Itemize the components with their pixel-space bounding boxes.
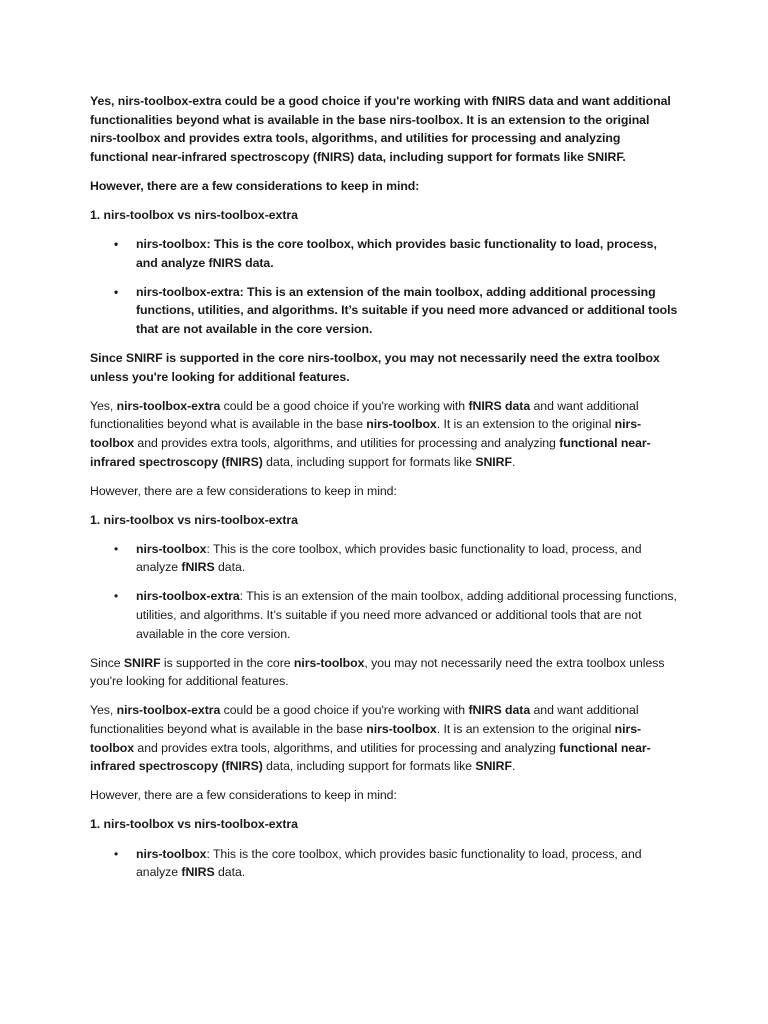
section-bold-repeat — [90, 92, 678, 386]
closing-paragraph: Since SNIRF is supported in the core nirs-toolbox, you may not necessarily need the extra toolbox unless you're looking for additional features. — [90, 655, 665, 689]
bullet-icon: • — [114, 237, 119, 252]
section-heading: 1. nirs-toolbox vs nirs-toolbox-extra — [90, 207, 298, 222]
section-heading: 1. nirs-toolbox vs nirs-toolbox-extra — [90, 817, 298, 832]
bullet-icon: • — [114, 846, 119, 861]
list-item-text: nirs-toolbox-extra: This is an extension of the main toolbox, adding additional processing functions, utilities, and algorithms. It’s suitable if you need more advanced or additional tools that are not available in the core version. — [136, 589, 677, 641]
considerations-paragraph: However, there are a few considerations to keep in mind: — [90, 178, 420, 193]
considerations-paragraph: However, there are a few considerations to keep in mind: — [90, 483, 397, 498]
list-item — [114, 587, 678, 643]
list-item-text: nirs-toolbox-extra: This is an extension of the main toolbox, adding additional processing functions, utilities, and algorithms. It’s suitable if you need more advanced or additional tools that are not available in the core version. — [136, 284, 678, 336]
list-item-text: nirs-toolbox: This is the core toolbox, which provides basic functionality to load, process, and analyze fNIRS data. — [136, 541, 642, 575]
bullet-list — [90, 540, 678, 643]
considerations-paragraph: However, there are a few considerations to keep in mind: — [90, 788, 397, 803]
list-item-text: nirs-toolbox: This is the core toolbox, which provides basic functionality to load, process, and analyze fNIRS data. — [136, 237, 657, 270]
intro-paragraph: Yes, nirs-toolbox-extra could be a good choice if you're working with fNIRS data and want additional functionalities beyond what is available in the base nirs-toolbox. It is an extension to the original nirs-toolbox and provides extra tools, algorithms, and utilities for processing and analyzing functional near-infrared spectroscopy (fNIRS) data, including support for formats like SNIRF. — [90, 398, 651, 469]
bullet-icon: • — [114, 589, 119, 604]
section-formatted-repeat — [90, 701, 678, 881]
bullet-icon: • — [114, 284, 119, 299]
intro-paragraph: Yes, nirs-toolbox-extra could be a good choice if you're working with fNIRS data and want additional functionalities beyond what is available in the base nirs-toolbox. It is an extension to the original nirs-toolbox and provides extra tools, algorithms, and utilities for processing and analyzing functional near-infrared spectroscopy (fNIRS) data, including support for formats like SNIRF. — [90, 703, 651, 774]
section-formatted — [90, 397, 678, 691]
list-item — [114, 283, 678, 339]
intro-paragraph: Yes, nirs-toolbox-extra could be a good choice if you're working with fNIRS data and want additional functionalities beyond what is available in the base nirs-toolbox. It is an extension to the original nirs-toolbox and provides extra tools, algorithms, and utilities for processing and analyzing functional near-infrared spectroscopy (fNIRS) data, including support for formats like SNIRF. — [90, 94, 671, 164]
closing-paragraph: Since SNIRF is supported in the core nirs-toolbox, you may not necessarily need the extra toolbox unless you're looking for additional features. — [90, 351, 660, 384]
list-item — [114, 845, 678, 882]
section-heading: 1. nirs-toolbox vs nirs-toolbox-extra — [90, 512, 298, 527]
list-item-text: nirs-toolbox: This is the core toolbox, which provides basic functionality to load, process, and analyze fNIRS data. — [136, 846, 642, 880]
list-item — [114, 235, 678, 272]
bullet-icon: • — [114, 541, 119, 556]
bullet-list — [90, 845, 678, 882]
bullet-list — [90, 235, 678, 338]
list-item — [114, 540, 678, 577]
